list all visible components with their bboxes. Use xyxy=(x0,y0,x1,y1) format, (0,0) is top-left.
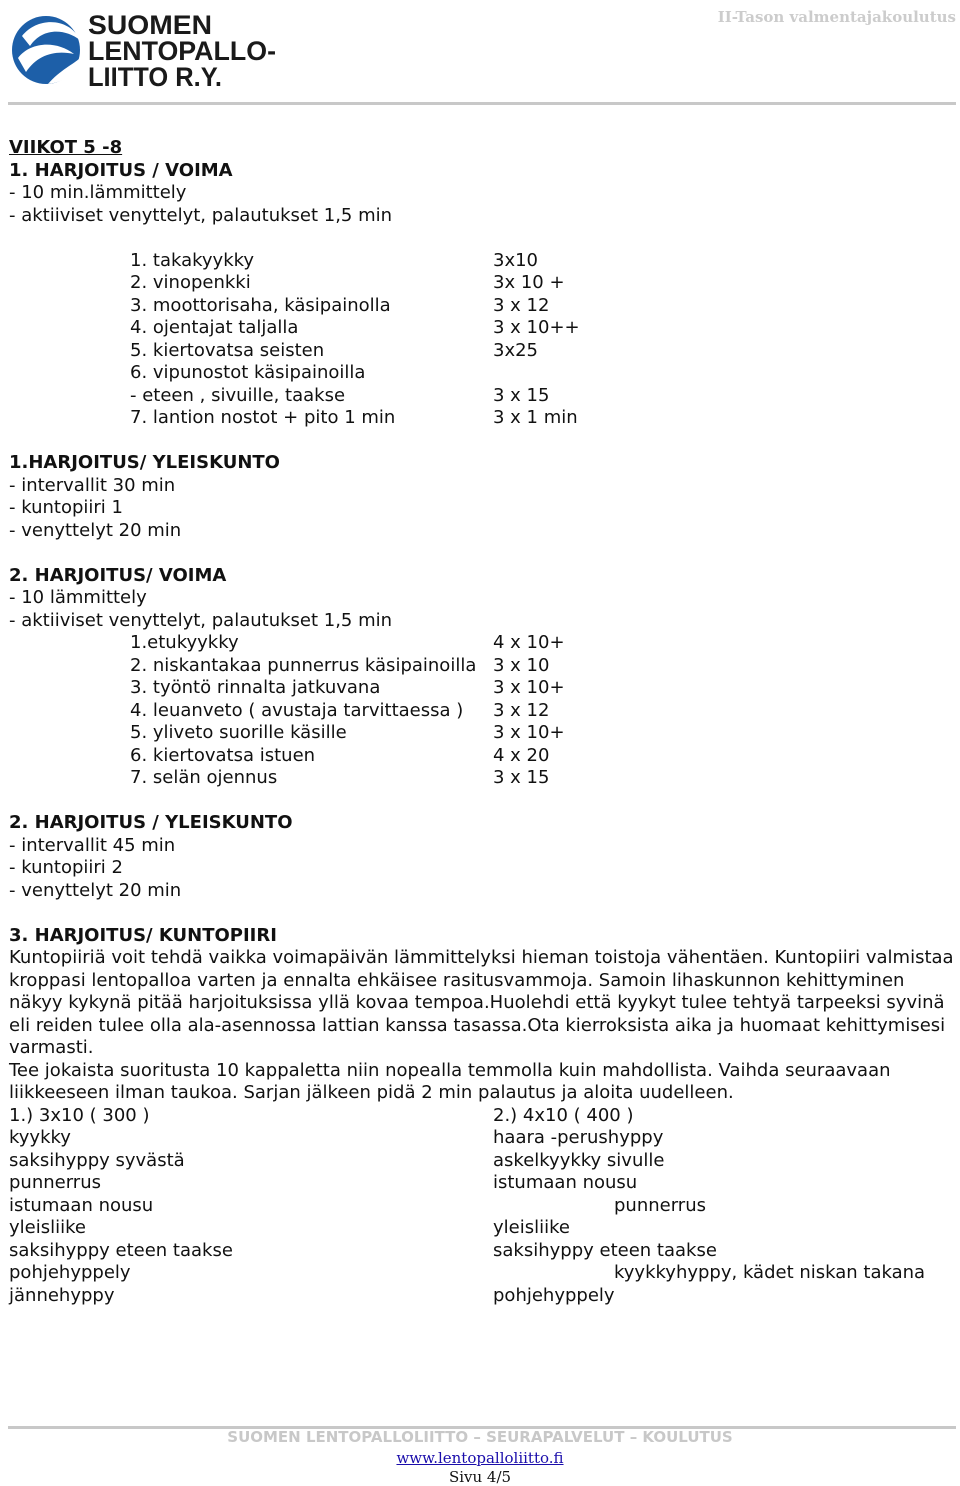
exercise-row xyxy=(9,340,954,363)
exercise-name: 1. takakyykky xyxy=(130,249,255,271)
section-line: - aktiiviset venyttelyt, palautukset 1,5 min xyxy=(9,609,393,631)
exercise-sets: 3x10 xyxy=(493,249,539,271)
exercise-name: 6. kiertovatsa istuen xyxy=(130,744,316,766)
exercise-sets: 4 x 20 xyxy=(493,744,550,766)
exercise-sets: 3x 10 + xyxy=(493,272,565,293)
section-line: - kuntopiiri 2 xyxy=(9,857,123,878)
circuit-row xyxy=(9,1150,954,1173)
exercise-name: 3. moottorisaha, käsipainolla xyxy=(130,294,391,316)
exercise-sets: 3 x 12 xyxy=(493,294,550,316)
circuit-2-move: pohjehyppely xyxy=(493,1284,615,1306)
logo-text-line-1: SUOMEN xyxy=(88,10,212,40)
circuit-1-move: pohjehyppely xyxy=(9,1262,131,1283)
exercise-sets: 3x25 xyxy=(493,339,539,361)
circuit-row xyxy=(9,1285,954,1308)
circuit-row xyxy=(9,1195,954,1218)
exercise-row xyxy=(9,362,954,385)
circuit-2-move: yleisliike xyxy=(493,1217,570,1238)
weeks-title: VIIKOT 5 -8 xyxy=(9,137,123,158)
circuit-2-move: kyykkyhyppy, kädet niskan takana xyxy=(614,1262,926,1283)
exercise-row xyxy=(9,677,954,700)
circuit-row xyxy=(9,1217,954,1240)
exercise-name: 5. kiertovatsa seisten xyxy=(130,339,325,361)
circuit-row xyxy=(9,1240,954,1263)
circuit-2-title: 2.) 4x10 ( 400 ) xyxy=(493,1104,634,1126)
exercise-row xyxy=(9,295,954,318)
kuntopiiri-instructions-paragraph: Tee jokaista suoritusta 10 kappaletta niin nopealla temmolla kuin mahdollista. Vaihda seuraavaan liikkeeseen ilman taukoa. Sarjan jälkeen pidä 2 min palautus ja aloita uudelleen. xyxy=(9,1059,891,1103)
circuit-row xyxy=(9,1127,954,1150)
section-line: - intervallit 45 min xyxy=(9,834,176,856)
circuit-1-move: saksihyppy syvästä xyxy=(9,1149,185,1171)
exercise-list-voima-1 xyxy=(9,250,954,430)
section-title-voima-2: 2. HARJOITUS/ VOIMA xyxy=(9,564,227,586)
exercise-list-voima-2 xyxy=(9,632,954,790)
circuit-1-move: istumaan nousu xyxy=(9,1194,154,1216)
circuit-2-move: askelkyykky sivulle xyxy=(493,1149,665,1171)
section-line: - 10 min.lämmittely xyxy=(9,182,187,203)
header-divider xyxy=(8,102,956,105)
kuntopiiri-intro-paragraph: Kuntopiiriä voit tehdä vaikka voimapäivän lämmittelyksi hieman toistoja vähentäen. Kuntopiiri valmistaa kroppasi lentopalloa varten ja ennalta ehkäisee rasitusvammoja. Samoin lihaskunnon kehittyminen näkyy kykynä pitää harjoituksissa yllä kovaa tempoa.Huolehdi että kyykyt tulee tehtyä tarpeeksi syvinä eli reiden tulee olla ala-asennossa lattian kanssa tasassa.Ota kierroksista aika ja huomaat kehittymisesi varmasti. xyxy=(9,947,954,1058)
circuit-header-row xyxy=(9,1105,954,1128)
exercise-sets: 3 x 12 xyxy=(493,699,550,721)
exercise-row xyxy=(9,700,954,723)
circuit-2-move: saksihyppy eteen taakse xyxy=(493,1239,717,1261)
logo-emblem-icon xyxy=(12,16,80,84)
footer-organization: SUOMEN LENTOPALLOLIITTO – SEURAPALVELUT – KOULUTUS xyxy=(227,1428,733,1446)
exercise-row xyxy=(9,407,954,430)
circuit-row xyxy=(9,1172,954,1195)
circuit-row xyxy=(9,1262,954,1285)
exercise-row xyxy=(9,767,954,790)
circuit-2-move: haara -perushyppy xyxy=(493,1127,664,1148)
document-body xyxy=(9,137,954,1307)
page-footer xyxy=(0,1428,960,1486)
section-line: - 10 lämmittely xyxy=(9,587,147,608)
exercise-row xyxy=(9,632,954,655)
circuit-1-title: 1.) 3x10 ( 300 ) xyxy=(9,1104,150,1126)
exercise-sets: 3 x 10+ xyxy=(493,722,565,743)
section-line: - venyttelyt 20 min xyxy=(9,879,182,901)
exercise-name: 4. ojentajat taljalla xyxy=(130,317,299,338)
section-title-kuntopiiri: 3. HARJOITUS/ KUNTOPIIRI xyxy=(9,924,277,946)
exercise-row xyxy=(9,250,954,273)
exercise-name: 3. työntö rinnalta jatkuvana xyxy=(130,677,381,698)
exercise-name: 5. yliveto suorille käsille xyxy=(130,722,347,743)
course-title: II-Tason valmentajakoulutus xyxy=(717,8,956,26)
circuit-1-move: yleisliike xyxy=(9,1217,86,1238)
exercise-row xyxy=(9,272,954,295)
logo-text-line-3: LIITTO R.Y. xyxy=(88,62,222,90)
logo-text-line-2: LENTOPALLO- xyxy=(88,36,276,66)
exercise-name: 2. vinopenkki xyxy=(130,272,251,293)
circuit-1-move: kyykky xyxy=(9,1127,71,1148)
exercise-sets: 4 x 10+ xyxy=(493,632,565,653)
circuit-1-move: punnerrus xyxy=(9,1172,101,1193)
exercise-name: 7. selän ojennus xyxy=(130,767,278,788)
exercise-name: 6. vipunostot käsipainoilla xyxy=(130,362,366,383)
exercise-sets: 3 x 1 min xyxy=(493,407,578,428)
section-line: - venyttelyt 20 min xyxy=(9,519,182,541)
exercise-name: - eteen , sivuille, taakse xyxy=(130,384,346,406)
section-line: - kuntopiiri 1 xyxy=(9,497,123,518)
section-title-voima-1: 1. HARJOITUS / VOIMA xyxy=(9,159,233,181)
section-line: - aktiiviset venyttelyt, palautukset 1,5 min xyxy=(9,204,393,226)
exercise-sets: 3 x 10++ xyxy=(493,317,580,338)
page-number: Sivu 4/5 xyxy=(448,1468,512,1486)
exercise-name: 1.etukyykky xyxy=(130,632,239,653)
exercise-row xyxy=(9,722,954,745)
exercise-sets: 3 x 10+ xyxy=(493,677,565,698)
footer-website-link[interactable]: www.lentopalloliitto.fi xyxy=(396,1449,564,1467)
circuit-1-move: jännehyppy xyxy=(9,1284,115,1306)
exercise-name: 7. lantion nostot + pito 1 min xyxy=(130,407,396,428)
circuit-table xyxy=(9,1105,954,1308)
section-title-yleiskunto-2: 2. HARJOITUS / YLEISKUNTO xyxy=(9,812,293,833)
exercise-row xyxy=(9,385,954,408)
circuit-1-move: saksihyppy eteen taakse xyxy=(9,1239,233,1261)
exercise-sets: 3 x 10 xyxy=(493,654,550,676)
section-title-yleiskunto-1: 1.HARJOITUS/ YLEISKUNTO xyxy=(9,452,280,473)
circuit-2-move: istumaan nousu xyxy=(493,1172,638,1193)
circuit-2-move: punnerrus xyxy=(614,1194,706,1216)
section-line: - intervallit 30 min xyxy=(9,474,176,496)
exercise-name: 4. leuanveto ( avustaja tarvittaessa ) xyxy=(130,699,464,721)
exercise-sets: 3 x 15 xyxy=(493,384,550,406)
exercise-sets: 3 x 15 xyxy=(493,767,550,788)
exercise-name: 2. niskantakaa punnerrus käsipainoilla xyxy=(130,654,477,676)
exercise-row xyxy=(9,745,954,768)
exercise-row xyxy=(9,655,954,678)
federation-logo xyxy=(8,6,278,90)
exercise-row xyxy=(9,317,954,340)
